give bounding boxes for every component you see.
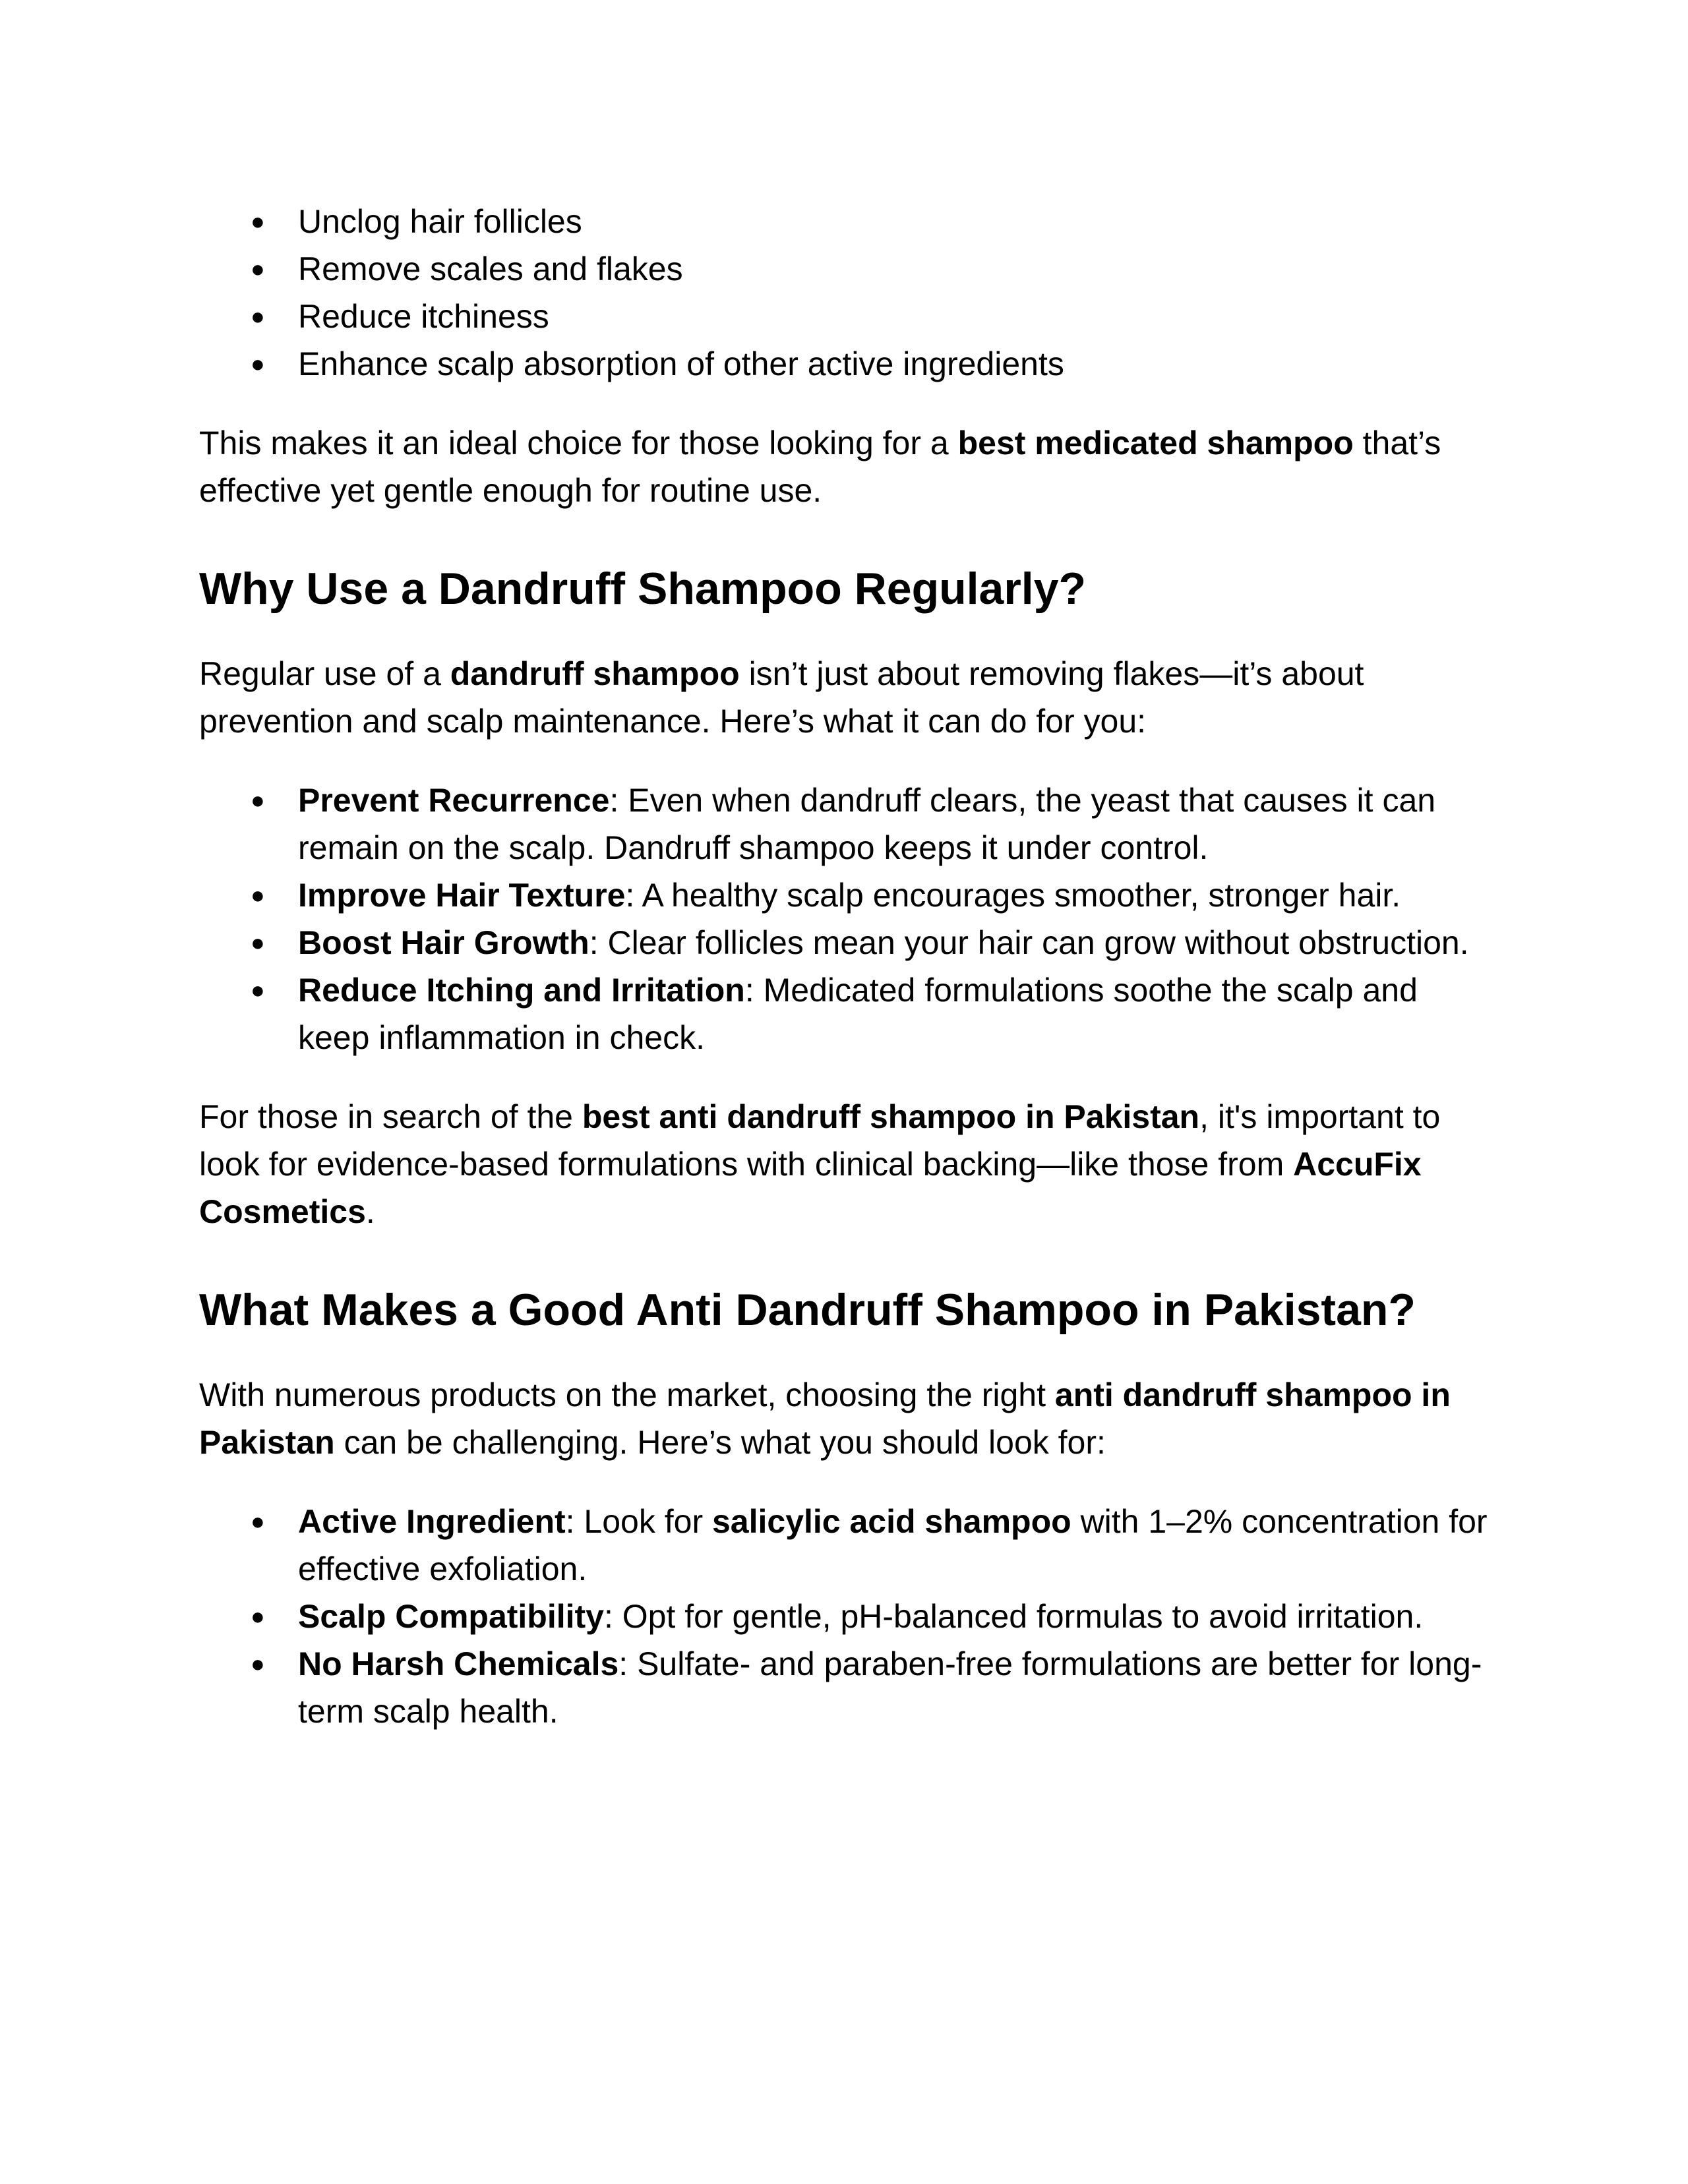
- bullet-icon: ●: [251, 1508, 265, 1535]
- bullet-icon: ●: [251, 255, 265, 282]
- list-item: ● Enhance scalp absorption of other active ingredients: [199, 340, 1492, 388]
- medicated-shampoo-paragraph: This makes it an ideal choice for those looking for a best medicated shampoo that’s effective yet gentle enough for routine use.: [199, 425, 1441, 509]
- bullet-icon: ●: [251, 1603, 265, 1630]
- benefits-bullet-list: [199, 777, 1492, 1061]
- bullet-icon: ●: [251, 1650, 265, 1677]
- list-item: ● No Harsh Chemicals: Sulfate- and paraben-free formulations are better for long-term scalp health.: [199, 1640, 1492, 1735]
- bullet-icon: ●: [251, 350, 265, 377]
- intro-bullet-list: [199, 198, 1492, 388]
- list-item: ● Unclog hair follicles: [199, 198, 1492, 245]
- section-heading-what-makes: What Makes a Good Anti Dandruff Shampoo in Pakistan?: [199, 1285, 1416, 1335]
- list-item: ● Scalp Compatibility: Opt for gentle, pH-balanced formulas to avoid irritation.: [199, 1593, 1492, 1640]
- bullet-icon: ●: [251, 976, 265, 1003]
- bullet-icon: ●: [251, 929, 265, 956]
- bullet-icon: ●: [251, 881, 265, 908]
- list-item: ● Improve Hair Texture: A healthy scalp encourages smoother, stronger hair.: [199, 871, 1492, 919]
- section2-intro-paragraph: With numerous products on the market, choosing the right anti dandruff shampoo in Pakistan can be challenging. Here’s what you should look for:: [199, 1376, 1451, 1461]
- section1-closing-paragraph: For those in search of the best anti dandruff shampoo in Pakistan, it's important to look for evidence-based formulations with clinical backing—like those from AccuFix Cosmetics.: [199, 1098, 1441, 1230]
- list-item: ● Prevent Recurrence: Even when dandruff clears, the yeast that causes it can remain on the scalp. Dandruff shampoo keeps it under control.: [199, 777, 1492, 871]
- bullet-icon: ●: [251, 208, 265, 235]
- list-item: ● Boost Hair Growth: Clear follicles mean your hair can grow without obstruction.: [199, 919, 1492, 966]
- document-content: [199, 198, 1492, 1735]
- section1-intro-paragraph: Regular use of a dandruff shampoo isn’t just about removing flakes—it’s about prevention and scalp maintenance. Here’s what it can do for you:: [199, 655, 1364, 740]
- list-item: ● Reduce Itching and Irritation: Medicated formulations soothe the scalp and keep inflammation in check.: [199, 966, 1492, 1061]
- list-item: ● Reduce itchiness: [199, 293, 1492, 340]
- list-item: ● Remove scales and flakes: [199, 245, 1492, 293]
- bullet-icon: ●: [251, 786, 265, 813]
- criteria-bullet-list: [199, 1498, 1492, 1735]
- bullet-icon: ●: [251, 303, 265, 330]
- list-item: ● Active Ingredient: Look for salicylic acid shampoo with 1–2% concentration for effective exfoliation.: [199, 1498, 1492, 1593]
- section-heading-why-use: Why Use a Dandruff Shampoo Regularly?: [199, 564, 1087, 614]
